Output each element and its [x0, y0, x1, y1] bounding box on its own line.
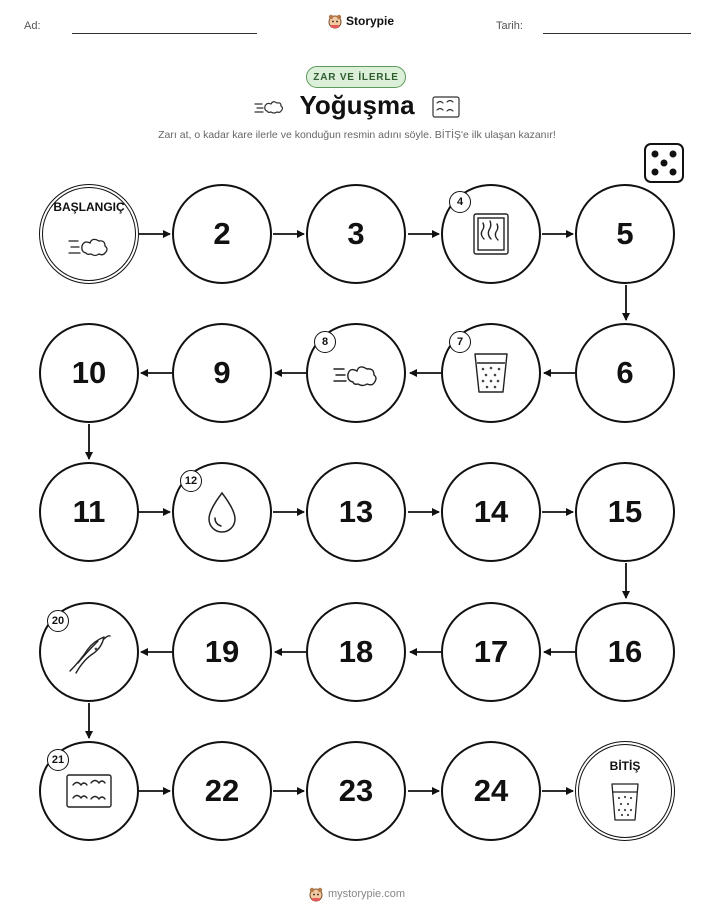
name-label: Ad:: [24, 20, 41, 32]
brand-name: Storypie: [346, 14, 395, 28]
cell-number-badge: 20: [47, 610, 69, 632]
dewy-leaf-icon: [64, 629, 114, 675]
board-cell[interactable]: [172, 184, 272, 284]
cell-number: 23: [338, 773, 374, 808]
board-cell[interactable]: [441, 741, 541, 841]
board-cell[interactable]: [172, 602, 272, 702]
board-cell[interactable]: [306, 741, 406, 841]
board-cell[interactable]: [172, 741, 272, 841]
board-cell[interactable]: [441, 602, 541, 702]
date-label: Tarih:: [496, 20, 523, 32]
board-cell[interactable]: [39, 323, 139, 423]
steam-cloud-icon: [66, 229, 112, 261]
board-cell[interactable]: [575, 323, 675, 423]
cell-number: 22: [204, 773, 240, 808]
board-cell[interactable]: [306, 602, 406, 702]
footer-brand: [308, 886, 405, 902]
board-cell[interactable]: [575, 602, 675, 702]
board-cell[interactable]: [441, 462, 541, 562]
cell-number: 9: [213, 355, 231, 390]
cell-number: 14: [473, 494, 509, 529]
steam-cloud-icon: [331, 355, 381, 391]
storypie-mascot-icon: [308, 886, 324, 902]
cell-number: 19: [204, 634, 240, 669]
cell-number-badge: 7: [449, 331, 471, 353]
cell-number: 5: [616, 216, 634, 251]
misty-window-icon: [64, 771, 114, 811]
footer-site[interactable]: mystorypie.com: [328, 888, 406, 900]
cell-number-badge: 12: [180, 470, 202, 492]
cell-number-badge: 8: [314, 331, 336, 353]
cold-glass-icon: [471, 350, 511, 396]
water-drop-icon: [204, 490, 240, 534]
cell-number: 18: [338, 634, 374, 669]
instructions-text: Zarı at, o kadar kare ilerle ve konduğun resmin adını söyle. BİTİŞ'e ilk ulaşan kazanır!: [158, 129, 556, 141]
cell-number: 17: [473, 634, 509, 669]
cell-number: 16: [607, 634, 643, 669]
cell-number-badge: 4: [449, 191, 471, 213]
cold-glass-icon: [609, 781, 641, 823]
cell-number: 13: [338, 494, 374, 529]
board-cell[interactable]: [39, 462, 139, 562]
cell-number: 24: [473, 773, 509, 808]
finish-label: BİTİŞ: [609, 759, 641, 773]
cell-number: 6: [616, 355, 634, 390]
board-cell[interactable]: [575, 184, 675, 284]
board-cell[interactable]: [575, 462, 675, 562]
board-cell[interactable]: [172, 323, 272, 423]
board-cell[interactable]: [306, 184, 406, 284]
cell-number: 15: [607, 494, 643, 529]
game-type-badge: ZAR VE İLERLE: [306, 66, 406, 88]
board-cell[interactable]: [306, 462, 406, 562]
cell-number: 3: [347, 216, 365, 251]
start-label: BAŞLANGIÇ: [53, 200, 125, 214]
finish-cell[interactable]: [575, 741, 675, 841]
foggy-window-icon: [471, 211, 511, 257]
cell-number: 2: [213, 216, 231, 251]
start-cell[interactable]: [39, 184, 139, 284]
cell-number: 11: [72, 494, 106, 529]
cell-number-badge: 21: [47, 749, 69, 771]
cell-number: 10: [71, 355, 107, 390]
page-title: Yoğuşma: [299, 90, 415, 120]
